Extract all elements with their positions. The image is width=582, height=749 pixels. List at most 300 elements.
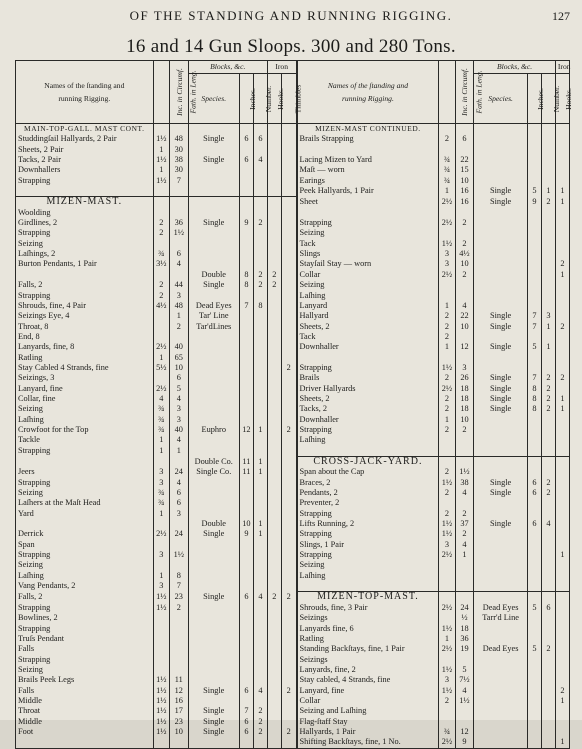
left-fathoms: 3 bbox=[169, 404, 188, 414]
table-row bbox=[16, 613, 570, 623]
right-hooks bbox=[555, 218, 569, 228]
right-block-inches bbox=[527, 624, 541, 634]
right-inches-header: Inches. bbox=[527, 74, 541, 124]
left-thimbles bbox=[281, 228, 296, 238]
right-hooks bbox=[555, 124, 569, 135]
right-block-species: Single bbox=[474, 394, 528, 404]
right-hooks bbox=[555, 228, 569, 238]
right-block-species: Single bbox=[474, 197, 528, 208]
right-circumference bbox=[439, 208, 455, 218]
left-fathoms: 1 bbox=[169, 311, 188, 321]
left-block-number bbox=[253, 404, 267, 414]
right-block-number bbox=[541, 581, 555, 592]
right-circumference: 1½ bbox=[439, 519, 455, 529]
right-circumference bbox=[439, 655, 455, 665]
right-block-inches: 9 bbox=[527, 197, 541, 208]
left-fathoms: 6 bbox=[169, 249, 188, 259]
right-block-number bbox=[541, 717, 555, 727]
left-circumference bbox=[153, 197, 169, 208]
left-fathoms: 3 bbox=[169, 415, 188, 425]
right-block-number bbox=[541, 498, 555, 508]
left-hooks: 2 bbox=[267, 280, 281, 290]
right-block-inches bbox=[527, 353, 541, 363]
right-fathoms: 2 bbox=[455, 425, 474, 435]
left-hooks bbox=[267, 363, 281, 373]
left-block-number: 6 bbox=[253, 134, 267, 144]
left-name: Laſhers at the Maſt Head bbox=[18, 498, 101, 508]
right-iron-header: Iron bbox=[555, 61, 569, 74]
right-name: Peek Hallyards, 1 Pair bbox=[297, 186, 439, 197]
left-block-inches: 6 bbox=[239, 592, 253, 603]
right-block-species: Single bbox=[474, 384, 528, 394]
right-fathoms bbox=[455, 208, 474, 218]
right-block-species bbox=[474, 301, 528, 311]
left-block-number bbox=[253, 124, 267, 135]
left-thimbles: 2 bbox=[281, 727, 296, 737]
left-name: Laſhing bbox=[18, 570, 44, 580]
right-blocks-header: Blocks, &c. bbox=[474, 61, 556, 74]
right-block-number bbox=[541, 457, 555, 468]
left-circumference bbox=[153, 613, 169, 623]
right-block-inches bbox=[527, 124, 541, 135]
right-block-inches bbox=[527, 509, 541, 519]
left-thimbles: 2 bbox=[281, 592, 296, 603]
left-circumference: 1 bbox=[153, 435, 169, 445]
left-block-species bbox=[188, 353, 239, 363]
left-block-species bbox=[188, 176, 239, 186]
left-block-species bbox=[188, 145, 239, 155]
left-block-number: 1 bbox=[253, 425, 267, 435]
left-name: Laſhings, 2 bbox=[18, 249, 56, 259]
left-block-species bbox=[188, 603, 239, 613]
left-hooks bbox=[267, 404, 281, 414]
table-row bbox=[16, 218, 570, 228]
left-thimbles bbox=[281, 706, 296, 716]
right-hooks bbox=[555, 665, 569, 675]
right-block-number bbox=[541, 624, 555, 634]
right-name: Earings bbox=[297, 176, 439, 186]
left-block-number bbox=[253, 342, 267, 352]
right-block-species bbox=[474, 696, 528, 706]
table-row bbox=[16, 291, 570, 301]
left-block-number bbox=[253, 737, 267, 748]
right-block-number bbox=[541, 291, 555, 301]
right-fathoms bbox=[455, 124, 474, 135]
left-block-number bbox=[253, 145, 267, 155]
right-fathoms: 22 bbox=[455, 155, 474, 165]
table-row bbox=[16, 124, 570, 135]
left-fathoms: 6 bbox=[169, 488, 188, 498]
left-fathoms: 1 bbox=[169, 446, 188, 457]
right-hooks bbox=[555, 165, 569, 175]
left-block-inches bbox=[239, 239, 253, 249]
right-block-inches: 8 bbox=[527, 384, 541, 394]
right-name: Brails bbox=[297, 373, 439, 383]
right-block-inches bbox=[527, 291, 541, 301]
left-hooks bbox=[267, 478, 281, 488]
right-name: MIZEN-TOP-MAST. bbox=[297, 592, 439, 603]
table-row bbox=[16, 696, 570, 706]
right-hooks bbox=[555, 363, 569, 373]
right-hooks bbox=[555, 145, 569, 155]
right-block-inches: 5 bbox=[527, 342, 541, 352]
table-row bbox=[16, 155, 570, 165]
right-name: Laſhing bbox=[297, 291, 439, 301]
right-name: Downhaller bbox=[297, 342, 439, 352]
left-name: Seizing bbox=[18, 664, 43, 674]
right-block-species bbox=[474, 165, 528, 175]
left-hooks bbox=[267, 529, 281, 539]
left-fathoms: 40 bbox=[169, 425, 188, 435]
left-name: Downhallers bbox=[18, 165, 61, 175]
left-number-header: Number. bbox=[253, 74, 267, 124]
left-thimbles bbox=[281, 624, 296, 634]
left-circumference: 4 bbox=[153, 394, 169, 404]
left-hooks bbox=[267, 384, 281, 394]
right-name: Preventer, 2 bbox=[297, 498, 439, 508]
left-circumference: 2 bbox=[153, 280, 169, 290]
right-block-inches bbox=[527, 560, 541, 570]
right-block-inches bbox=[527, 218, 541, 228]
right-block-species bbox=[474, 218, 528, 228]
table-row bbox=[16, 186, 570, 197]
right-block-species: Tarr'd Line bbox=[474, 613, 528, 623]
left-name: Yard bbox=[18, 508, 34, 518]
left-thimbles bbox=[281, 498, 296, 508]
left-thimbles bbox=[281, 218, 296, 228]
left-name: Laſhing bbox=[18, 414, 44, 424]
left-name: Strapping bbox=[18, 290, 51, 300]
left-block-number bbox=[253, 540, 267, 550]
left-thimbles bbox=[281, 404, 296, 414]
right-circumference: ¾ bbox=[439, 155, 455, 165]
left-block-inches bbox=[239, 644, 253, 654]
right-block-number bbox=[541, 249, 555, 259]
left-block-number bbox=[253, 560, 267, 570]
left-block-species bbox=[188, 259, 239, 269]
left-circumference bbox=[153, 560, 169, 570]
left-circumference bbox=[153, 124, 169, 135]
right-block-species bbox=[474, 592, 528, 603]
right-circumference bbox=[439, 457, 455, 468]
right-circumference: 2½ bbox=[439, 384, 455, 394]
right-block-number bbox=[541, 259, 555, 269]
left-fathoms bbox=[169, 332, 188, 342]
left-name: Falls bbox=[18, 685, 35, 695]
left-circumference bbox=[153, 270, 169, 280]
left-block-species bbox=[188, 509, 239, 519]
left-block-inches bbox=[239, 540, 253, 550]
table-row bbox=[16, 165, 570, 175]
right-circumference bbox=[439, 592, 455, 603]
left-name: Shrouds, fine, 4 Pair bbox=[18, 300, 86, 310]
table-row bbox=[16, 498, 570, 508]
names-header-line2: running Rigging. bbox=[58, 94, 111, 103]
right-name: Tack bbox=[297, 332, 439, 342]
right-block-inches bbox=[527, 634, 541, 644]
left-block-species: Single bbox=[188, 706, 239, 716]
right-fathoms bbox=[455, 353, 474, 363]
left-name: MAIN-TOP-GALL. MAST CONT. bbox=[24, 124, 145, 133]
right-block-species bbox=[474, 727, 528, 737]
left-block-species: Euphro bbox=[188, 425, 239, 435]
left-circumference: 1½ bbox=[153, 155, 169, 165]
right-fathoms: 18 bbox=[455, 624, 474, 634]
right-block-inches: 7 bbox=[527, 322, 541, 332]
table-row bbox=[16, 478, 570, 488]
left-thimbles bbox=[281, 467, 296, 477]
right-name: Lacing Mizen to Yard bbox=[297, 155, 439, 165]
left-fathoms bbox=[169, 208, 188, 218]
left-fathoms: 3 bbox=[169, 291, 188, 301]
left-block-number: 8 bbox=[253, 301, 267, 311]
right-block-inches bbox=[527, 613, 541, 623]
right-hooks bbox=[555, 519, 569, 529]
right-block-inches bbox=[527, 446, 541, 457]
left-fathoms: 40 bbox=[169, 342, 188, 352]
right-block-species bbox=[474, 415, 528, 425]
left-hooks bbox=[267, 613, 281, 623]
right-name: Strapping bbox=[297, 529, 439, 539]
left-name: Tackle bbox=[18, 435, 40, 445]
right-fathoms bbox=[455, 332, 474, 342]
left-block-species bbox=[188, 478, 239, 488]
left-circumference bbox=[153, 332, 169, 342]
left-fathoms: 48 bbox=[169, 301, 188, 311]
left-thimbles: 2 bbox=[281, 425, 296, 435]
left-thimbles bbox=[281, 373, 296, 383]
right-fathoms bbox=[455, 655, 474, 665]
right-name: Shrouds, fine, 3 Pair bbox=[297, 603, 439, 613]
left-thimbles: 2 bbox=[281, 686, 296, 696]
right-block-species bbox=[474, 560, 528, 570]
left-circumference bbox=[153, 644, 169, 654]
right-block-inches bbox=[527, 457, 541, 468]
table-row bbox=[16, 311, 570, 321]
left-thimbles bbox=[281, 529, 296, 539]
right-circumference: 2 bbox=[439, 696, 455, 706]
right-hooks bbox=[555, 509, 569, 519]
left-thimbles bbox=[281, 311, 296, 321]
right-hooks bbox=[555, 353, 569, 363]
right-circumference: 2 bbox=[439, 488, 455, 498]
left-fathoms bbox=[169, 239, 188, 249]
left-fathoms: 1½ bbox=[169, 228, 188, 238]
left-name bbox=[16, 457, 154, 468]
left-block-number bbox=[253, 165, 267, 175]
right-circ-header: Inc. in Circumf. bbox=[439, 61, 455, 124]
left-thimbles bbox=[281, 655, 296, 665]
left-block-inches: 9 bbox=[239, 529, 253, 539]
right-circumference bbox=[439, 571, 455, 581]
right-name: Standing Backſtays, fine, 1 Pair bbox=[297, 644, 439, 654]
right-circumference: 3 bbox=[439, 249, 455, 259]
table-row bbox=[16, 239, 570, 249]
right-fathoms bbox=[455, 706, 474, 716]
right-name: Seizing bbox=[297, 228, 439, 238]
left-fathoms: 4 bbox=[169, 394, 188, 404]
right-block-inches: 7 bbox=[527, 311, 541, 321]
right-name: Lanyards fine, 6 bbox=[297, 624, 439, 634]
rigging-table bbox=[15, 60, 573, 749]
left-fathoms bbox=[169, 644, 188, 654]
left-block-number bbox=[253, 186, 267, 197]
right-block-number bbox=[541, 634, 555, 644]
left-thimbles bbox=[281, 435, 296, 445]
right-block-number bbox=[541, 509, 555, 519]
right-block-number bbox=[541, 134, 555, 144]
right-block-inches bbox=[527, 717, 541, 727]
right-name: Stay cabled, 4 Strands, fine bbox=[297, 675, 439, 685]
left-name: End, 8 bbox=[18, 331, 40, 341]
left-circumference: 1½ bbox=[153, 134, 169, 144]
right-block-species bbox=[474, 249, 528, 259]
left-block-inches bbox=[239, 696, 253, 706]
right-name bbox=[297, 446, 439, 457]
left-block-inches bbox=[239, 332, 253, 342]
left-circumference: 1 bbox=[153, 509, 169, 519]
left-hooks bbox=[267, 696, 281, 706]
right-circumference: 2 bbox=[439, 467, 455, 477]
left-hooks bbox=[267, 665, 281, 675]
table-row bbox=[16, 322, 570, 332]
left-name: Lanyards, fine, 8 bbox=[18, 342, 75, 352]
left-hooks bbox=[267, 634, 281, 644]
right-name: Laſhing bbox=[297, 435, 439, 445]
right-block-species bbox=[474, 457, 528, 468]
left-hooks bbox=[267, 603, 281, 613]
right-block-species bbox=[474, 239, 528, 249]
left-circumference: 2 bbox=[153, 218, 169, 228]
right-name: Slings, 1 Pair bbox=[297, 540, 439, 550]
left-block-inches bbox=[239, 353, 253, 363]
right-fathoms: 12 bbox=[455, 727, 474, 737]
left-name: Seizings Eye, 4 bbox=[18, 311, 70, 321]
right-circumference: 2 bbox=[439, 373, 455, 383]
right-hooks bbox=[555, 478, 569, 488]
right-hooks bbox=[555, 435, 569, 445]
right-block-number bbox=[541, 155, 555, 165]
left-block-species: Single bbox=[188, 529, 239, 539]
right-fathoms: 22 bbox=[455, 311, 474, 321]
right-name: Strapping bbox=[297, 550, 439, 560]
left-hooks bbox=[267, 155, 281, 165]
right-circumference: 1½ bbox=[439, 624, 455, 634]
left-name: Seizing bbox=[18, 488, 43, 498]
left-block-number: 2 bbox=[253, 270, 267, 280]
right-block-number bbox=[541, 332, 555, 342]
right-fathoms bbox=[455, 571, 474, 581]
left-hooks bbox=[267, 435, 281, 445]
left-name: Collar, fine bbox=[18, 393, 56, 403]
right-block-species bbox=[474, 259, 528, 269]
right-circumference bbox=[439, 446, 455, 457]
table-row bbox=[16, 134, 570, 144]
left-block-species bbox=[188, 124, 239, 135]
left-name: Throat bbox=[18, 706, 41, 716]
right-circumference: 2 bbox=[439, 425, 455, 435]
left-block-number bbox=[253, 581, 267, 592]
right-block-species bbox=[474, 425, 528, 435]
right-block-inches bbox=[527, 540, 541, 550]
right-circumference bbox=[439, 613, 455, 623]
right-block-inches bbox=[527, 592, 541, 603]
left-hooks bbox=[267, 560, 281, 570]
right-hooks bbox=[555, 280, 569, 290]
right-block-species bbox=[474, 208, 528, 218]
right-block-species bbox=[474, 581, 528, 592]
right-block-number bbox=[541, 208, 555, 218]
left-blocks-header: Blocks, &c. bbox=[188, 61, 267, 74]
right-block-inches bbox=[527, 571, 541, 581]
left-fathoms: 2 bbox=[169, 322, 188, 332]
right-hooks bbox=[555, 488, 569, 498]
right-block-number bbox=[541, 529, 555, 539]
right-hooks bbox=[555, 717, 569, 727]
left-fathoms: 17 bbox=[169, 706, 188, 716]
right-fathoms: 4½ bbox=[455, 249, 474, 259]
left-block-number bbox=[253, 291, 267, 301]
left-block-inches bbox=[239, 634, 253, 644]
left-block-species: Single bbox=[188, 727, 239, 737]
left-block-inches bbox=[239, 176, 253, 186]
right-hooks bbox=[555, 239, 569, 249]
right-block-inches bbox=[527, 686, 541, 696]
left-thimbles bbox=[281, 197, 296, 208]
right-fath-header: Fath. in Leng. bbox=[455, 61, 474, 124]
right-block-species bbox=[474, 134, 528, 144]
left-name bbox=[16, 737, 154, 748]
left-hooks bbox=[267, 218, 281, 228]
left-block-number bbox=[253, 208, 267, 218]
left-fathoms: 65 bbox=[169, 353, 188, 363]
left-hooks bbox=[267, 394, 281, 404]
right-block-number: 3 bbox=[541, 311, 555, 321]
right-block-species bbox=[474, 509, 528, 519]
left-thimbles bbox=[281, 384, 296, 394]
right-block-species bbox=[474, 686, 528, 696]
left-name: Span bbox=[18, 539, 35, 549]
right-block-species bbox=[474, 155, 528, 165]
right-block-inches bbox=[527, 467, 541, 477]
right-block-inches bbox=[527, 696, 541, 706]
left-block-species bbox=[188, 498, 239, 508]
right-fathoms: 2 bbox=[455, 218, 474, 228]
right-circumference: 1½ bbox=[439, 478, 455, 488]
right-hooks bbox=[555, 581, 569, 592]
left-name: Strapping bbox=[18, 445, 51, 455]
right-fathoms: 4 bbox=[455, 540, 474, 550]
left-thimbles bbox=[281, 560, 296, 570]
left-block-inches bbox=[239, 655, 253, 665]
right-block-species bbox=[474, 332, 528, 342]
right-name: Lanyard bbox=[297, 301, 439, 311]
left-name: Lanyard, fine bbox=[18, 383, 63, 393]
left-hooks bbox=[267, 717, 281, 727]
left-block-species bbox=[188, 571, 239, 581]
left-fathoms: 11 bbox=[169, 675, 188, 685]
table-row bbox=[16, 665, 570, 675]
right-fathoms: 10 bbox=[455, 259, 474, 269]
right-circumference: 2 bbox=[439, 322, 455, 332]
right-fathoms: 18 bbox=[455, 384, 474, 394]
right-hooks bbox=[555, 592, 569, 603]
right-hooks bbox=[555, 540, 569, 550]
left-thimbles bbox=[281, 176, 296, 186]
left-block-inches bbox=[239, 197, 253, 208]
right-name: Hallyard bbox=[297, 311, 439, 321]
left-hooks bbox=[267, 415, 281, 425]
